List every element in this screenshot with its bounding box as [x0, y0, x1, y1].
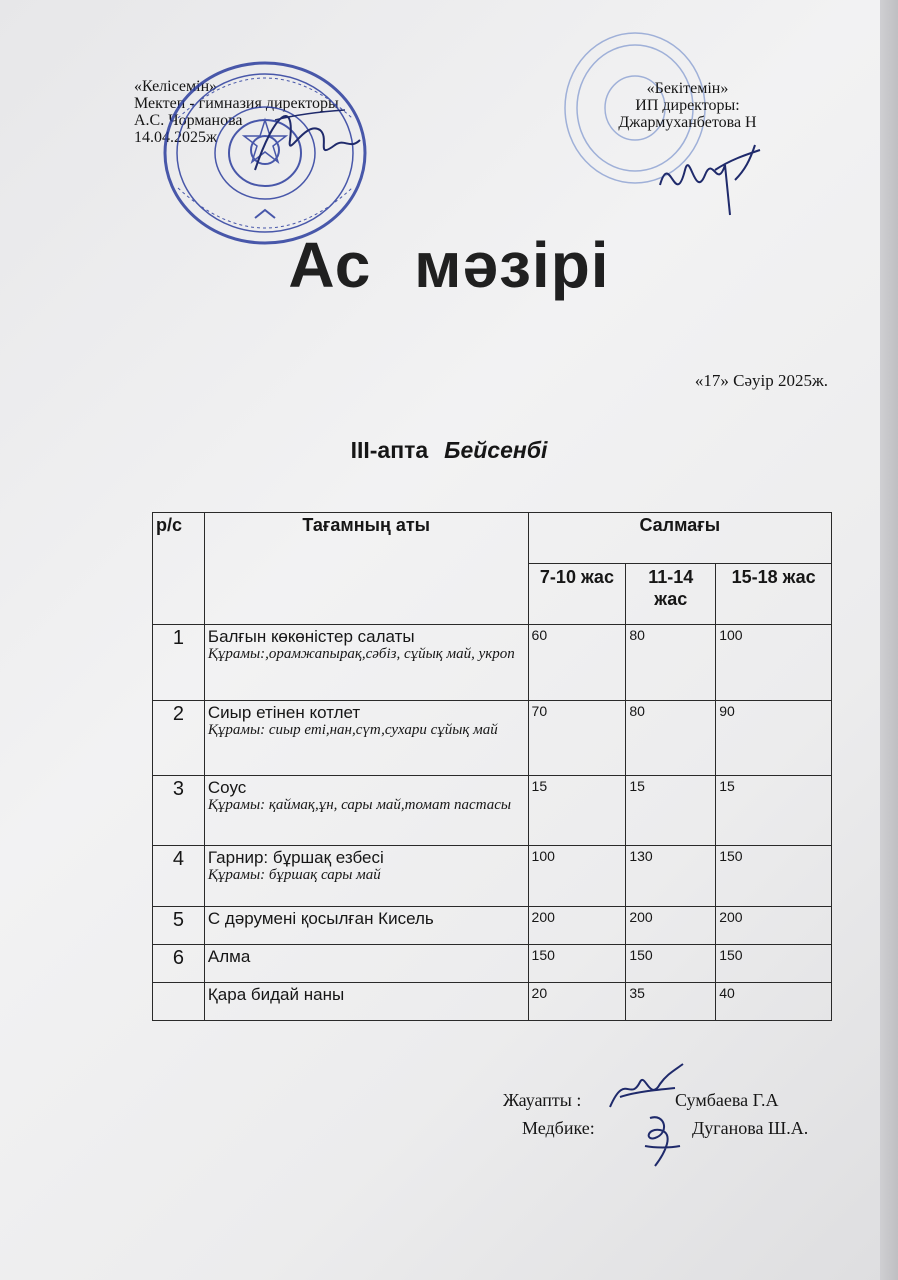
row-num — [153, 983, 205, 1021]
dish-cell — [204, 846, 528, 907]
weight-11-14: 200 — [626, 907, 716, 945]
row-num: 4 — [153, 846, 205, 907]
weight-15-18: 15 — [716, 776, 832, 846]
weight-11-14: 150 — [626, 945, 716, 983]
page-title: Ас мәзірі — [288, 229, 610, 301]
nurse-signature — [635, 1108, 685, 1168]
table-row — [153, 846, 832, 907]
approval-right-line2: ИП директоры: — [635, 97, 740, 114]
paper-edge — [880, 0, 898, 1280]
table-row — [153, 776, 832, 846]
dish-cell — [204, 776, 528, 846]
row-num: 5 — [153, 907, 205, 945]
weight-7-10: 60 — [528, 625, 626, 701]
dish-name: С дәрумені қосылған Кисель — [207, 909, 434, 928]
header-age-7-10: 7-10 жас — [528, 564, 626, 625]
weight-15-18: 90 — [716, 701, 832, 776]
week-day: Бейсенбі — [444, 437, 548, 463]
dish-name: Соус — [207, 778, 247, 797]
responsible-name: Сумбаева Г.А — [675, 1090, 779, 1110]
weight-15-18: 150 — [716, 846, 832, 907]
weight-7-10: 15 — [528, 776, 626, 846]
row-num: 2 — [153, 701, 205, 776]
menu-date: «17» Сәуір 2025ж. — [694, 371, 828, 390]
weight-7-10: 20 — [528, 983, 626, 1021]
menu-table — [152, 512, 832, 1021]
week-heading — [0, 437, 898, 464]
table-row — [153, 701, 832, 776]
header-age-11-14: 11-14 жас — [626, 564, 716, 625]
approval-left-line2: Мектеп - гимназия директоры — [134, 95, 339, 112]
dish-composition: Құрамы: бұршақ сары май — [207, 867, 381, 883]
dish-cell — [204, 701, 528, 776]
header-weight: Салмағы — [528, 513, 831, 564]
dish-name: Алма — [207, 947, 251, 966]
weight-11-14: 80 — [626, 625, 716, 701]
director-signature — [245, 90, 365, 180]
dish-composition: Құрамы:,орамжапырақ,сәбіз, сұйық май, укроп — [207, 646, 515, 662]
ip-director-signature — [655, 140, 765, 220]
table-row — [153, 945, 832, 983]
dish-name: Сиыр етінен котлет — [207, 703, 361, 722]
row-num: 1 — [153, 625, 205, 701]
dish-name: Гарнир: бұршақ езбесі — [207, 848, 384, 867]
weight-15-18: 200 — [716, 907, 832, 945]
dish-name: Балғын көкөністер салаты — [207, 627, 415, 646]
weight-11-14: 35 — [626, 983, 716, 1021]
table-row — [153, 625, 832, 701]
week-label: III-апта — [350, 437, 429, 463]
approval-left-line4: 14.04.2025ж — [134, 129, 218, 146]
dish-name: Қара бидай наны — [207, 985, 345, 1004]
table-header-row — [153, 513, 832, 564]
weight-15-18: 100 — [716, 625, 832, 701]
approval-left-line3: А.С. Чорманова — [134, 112, 243, 129]
table-row — [153, 907, 832, 945]
approval-right-line3: Джармуханбетова Н — [618, 114, 757, 131]
responsible-label: Жауапты : — [503, 1090, 582, 1110]
header-age-15-18: 15-18 жас — [716, 564, 832, 625]
row-num: 3 — [153, 776, 205, 846]
nurse-label: Медбике: — [522, 1118, 595, 1138]
weight-7-10: 150 — [528, 945, 626, 983]
weight-15-18: 40 — [716, 983, 832, 1021]
header-num: р/с — [153, 513, 205, 625]
dish-cell — [204, 945, 528, 983]
header-name: Тағамның аты — [204, 513, 528, 625]
approval-right-line1: «Бекітемін» — [646, 80, 729, 97]
dish-cell — [204, 983, 528, 1021]
dish-cell — [204, 625, 528, 701]
weight-11-14: 130 — [626, 846, 716, 907]
dish-composition: Құрамы: сиыр еті,нан,сүт,сухари сұйық май — [207, 722, 498, 738]
dish-composition: Құрамы: қаймақ,ұн, сары май,томат пастасы — [207, 797, 512, 813]
table-row — [153, 983, 832, 1021]
weight-7-10: 200 — [528, 907, 626, 945]
approval-right — [600, 80, 775, 131]
weight-15-18: 150 — [716, 945, 832, 983]
dish-cell — [204, 907, 528, 945]
approval-left-line1: «Келісемін» — [134, 78, 218, 95]
weight-7-10: 70 — [528, 701, 626, 776]
nurse-name: Дуганова Ш.А. — [692, 1118, 809, 1138]
row-num: 6 — [153, 945, 205, 983]
weight-11-14: 80 — [626, 701, 716, 776]
weight-11-14: 15 — [626, 776, 716, 846]
weight-7-10: 100 — [528, 846, 626, 907]
